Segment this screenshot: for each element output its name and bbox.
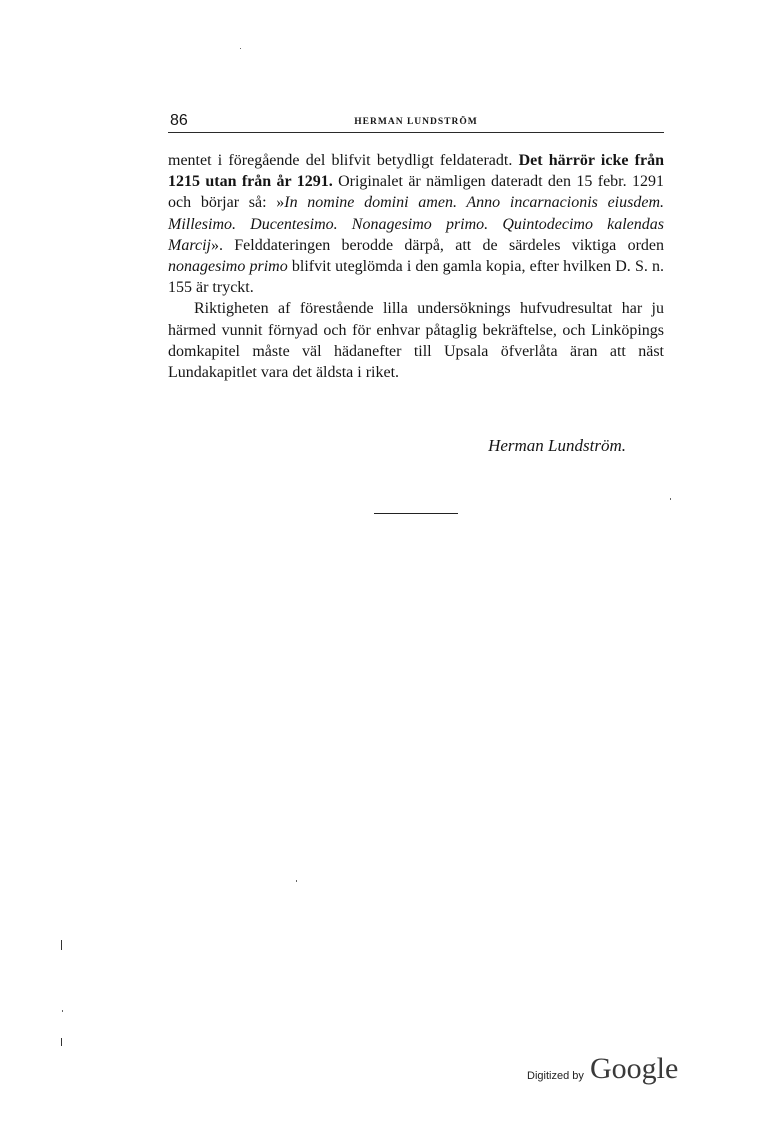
digitized-by-google-watermark bbox=[527, 1052, 687, 1088]
p1-text-2: Originalet är nämligen dateradt den 15 febr. 1291 och börjar så: » bbox=[168, 173, 664, 212]
body-text bbox=[168, 150, 664, 383]
author-signature: Herman Lundström. bbox=[488, 436, 626, 455]
p1-bold-text: Det härrör icke från 1215 utan från år 1291. bbox=[168, 152, 665, 191]
section-divider bbox=[374, 513, 458, 514]
watermark-prefix: Digitized by bbox=[527, 1070, 584, 1082]
scan-speck bbox=[670, 498, 671, 500]
page-header bbox=[168, 110, 664, 133]
p1-text-3: ». Felddateringen berodde därpå, att de särdeles viktiga orden bbox=[210, 236, 664, 254]
scan-speck bbox=[62, 1010, 63, 1012]
scan-speck bbox=[61, 940, 62, 950]
p1-latin-phrase: nonagesimo primo bbox=[168, 258, 288, 276]
p1-latin-quote: In nomine domini amen. Anno incarnacionis eiusdem. Millesimo. Ducentesimo. Nonagesimo primo. Quintodecimo kalendas Marcij bbox=[168, 194, 665, 254]
running-head: HERMAN LUNDSTRÖM bbox=[354, 117, 478, 127]
paragraph-2: Riktigheten af förestående lilla undersöknings hufvudresultat har ju härmed vunnit förnyad och för enhvar påtaglig bekräftelse, och Linköpings domkapitel måste väl hädanefter till Upsala öfverlåta äran att näst Lundakapitlet vara det äldsta i riket. bbox=[168, 300, 664, 382]
page-number: 86 bbox=[170, 112, 188, 129]
paragraph-1 bbox=[168, 150, 664, 298]
scan-speck bbox=[61, 1038, 62, 1046]
google-logo: Google bbox=[590, 1052, 679, 1085]
scan-speck bbox=[240, 48, 241, 49]
p1-text-1: mentet i föregående del blifvit betydligt feldateradt. bbox=[168, 152, 519, 169]
scan-speck bbox=[296, 880, 297, 882]
p1-text-4: blifvit uteglömda i den gamla kopia, efter hvilken D. S. n. 155 är tryckt. bbox=[168, 258, 664, 297]
